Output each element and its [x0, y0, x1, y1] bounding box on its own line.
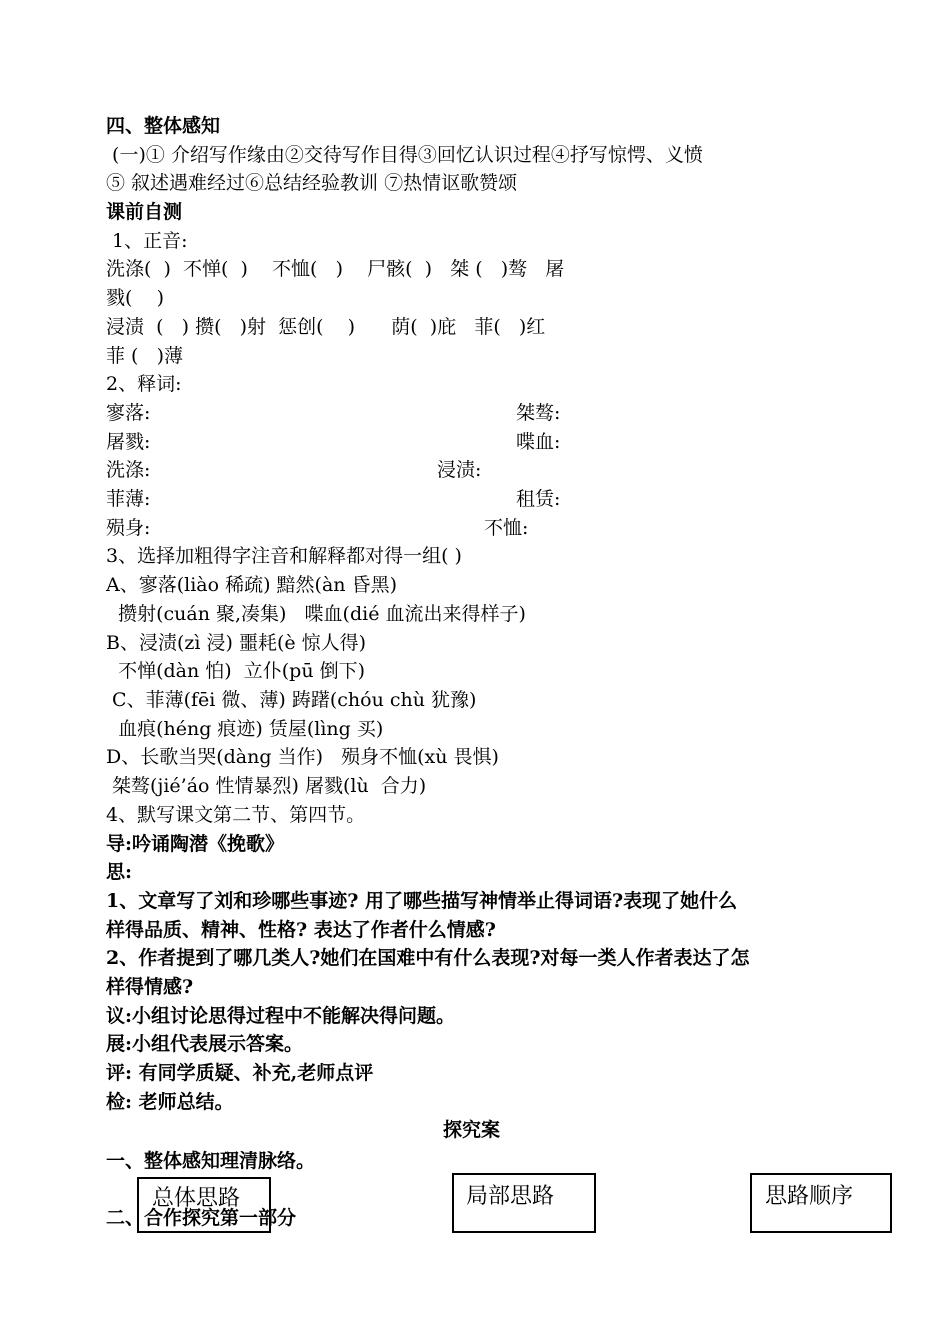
- text-line: 展:小组代表展示答案。: [106, 1033, 304, 1055]
- text-line: (一)① 介绍写作缘由②交待写作目得③回忆认识过程④抒写惊愕、义愤: [106, 144, 703, 166]
- text-line: 评: 有同学质疑、补充,老师点评: [106, 1062, 374, 1084]
- box-order-label: 思路顺序: [765, 1184, 854, 1209]
- text-line: 2、释词:: [106, 373, 182, 395]
- text-line: 检: 老师总结。: [106, 1091, 234, 1113]
- text-line: 样得情感?: [106, 976, 194, 998]
- text-line: 样得品质、精神、性格? 表达了作者什么情感?: [106, 919, 496, 941]
- vocab-term: 菲薄:: [106, 488, 151, 510]
- text-line: 思:: [106, 861, 133, 883]
- section-title: 探究案: [443, 1119, 501, 1141]
- text-line: 洗涤( ) 不惮( ) 不恤( ) 尸骸( ) 桀 ( )骜 屠: [106, 258, 565, 280]
- vocab-term: 喋血:: [516, 431, 561, 453]
- text-line: A、寥落(liào 稀疏) 黯然(àn 昏黑): [106, 574, 397, 596]
- box-total-label: 总体思路: [152, 1186, 241, 1211]
- text-line: 四、整体感知: [106, 115, 221, 137]
- vocab-term: 租赁:: [516, 488, 561, 510]
- vocab-term: 寥落:: [106, 402, 151, 424]
- vocab-term: 殒身:: [106, 517, 151, 539]
- box-local-label: 局部思路: [466, 1184, 555, 1209]
- text-line: 菲 ( )薄: [106, 345, 183, 367]
- vocab-term: 屠戮:: [106, 431, 151, 453]
- text-line: 4、默写课文第二节、第四节。: [106, 804, 366, 826]
- text-line: 不惮(dàn 怕) 立仆(pū 倒下): [106, 660, 366, 682]
- text-line: 议:小组讨论思得过程中不能解决得问题。: [106, 1005, 456, 1027]
- text-line: C、菲薄(fēi 微、薄) 踌躇(chóu chù 犹豫): [106, 689, 477, 711]
- vocab-term: 浸渍:: [437, 459, 482, 481]
- vocab-term: 桀骜:: [516, 402, 561, 424]
- text-line: 桀骜(jié’áo 性情暴烈) 屠戮(lù 合力): [106, 775, 427, 797]
- text-line: ⑤ 叙述遇难经过⑥总结经验教训 ⑦热情讴歌赞颂: [106, 172, 518, 194]
- line-overall: 一、整体感知理清脉络。: [106, 1150, 316, 1172]
- text-line: 1、文章写了刘和珍哪些事迹? 用了哪些描写神情举止得词语?表现了她什么: [106, 890, 738, 912]
- vocab-term: 不恤:: [484, 517, 529, 539]
- text-line: 攒射(cuán 聚,凑集) 喋血(dié 血流出来得样子): [106, 603, 526, 625]
- text-line: B、浸渍(zì 浸) 噩耗(è 惊人得): [106, 632, 367, 654]
- text-line: 课前自测: [106, 201, 183, 223]
- text-line: 戮( ): [106, 287, 164, 309]
- vocab-term: 洗涤:: [106, 459, 151, 481]
- text-line: 血痕(héng 痕迹) 赁屋(lìng 买): [106, 718, 384, 740]
- text-line: D、长歌当哭(dàng 当作) 殒身不恤(xù 畏惧): [106, 746, 499, 768]
- line-coop: 二、合作探究第一部分: [106, 1207, 297, 1229]
- text-line: 浸渍 ( ) 攒( )射 惩创( ) 荫( )庇 菲( )红: [106, 316, 546, 338]
- text-line: 导:吟诵陶潜《挽歌》: [106, 833, 285, 855]
- text-line: 2、作者提到了哪几类人?她们在国难中有什么表现?对每一类人作者表达了怎: [106, 947, 750, 969]
- text-line: 1、正音:: [106, 230, 188, 252]
- text-line: 3、选择加粗得字注音和解释都对得一组( ): [106, 545, 462, 567]
